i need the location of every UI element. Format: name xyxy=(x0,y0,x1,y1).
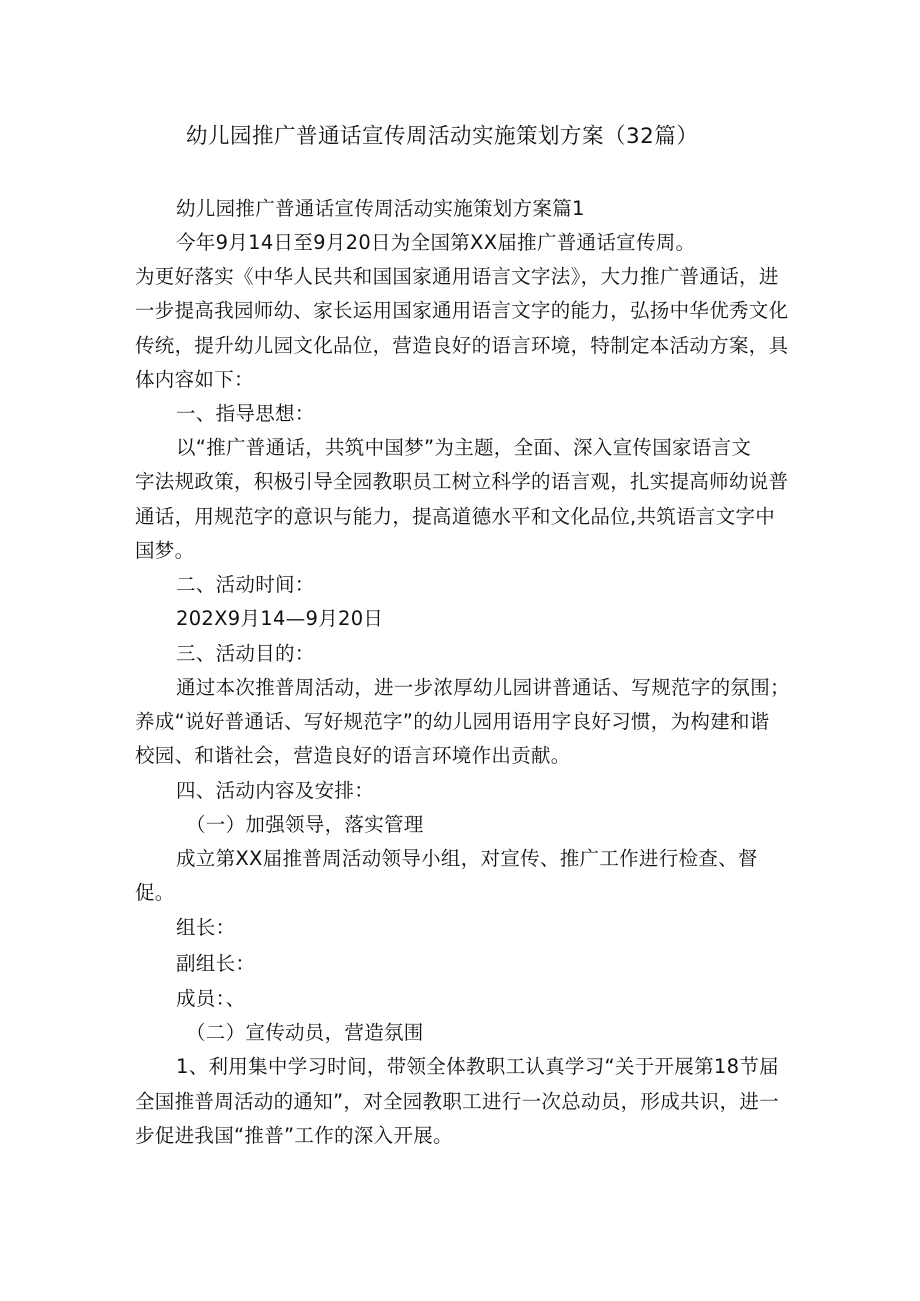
section-heading-part-1: 幼儿园推广普通话宣传周活动实施策划方案篇1 xyxy=(176,197,585,220)
subheading-publicity: （二）宣传动员，营造氛围 xyxy=(186,1021,424,1044)
paragraph-line: 校园、和谐社会，营造良好的语言环境作出贡献。 xyxy=(135,744,571,767)
paragraph-line: 全国推普周活动的通知”，对全园教职工进行一次总动员，形成共识，进一 xyxy=(135,1090,780,1113)
leader-label: 组长： xyxy=(176,916,236,939)
paragraph-line: 今年9月14日至9月20日为全国第XX届推广普通话宣传周。 xyxy=(176,231,696,254)
heading-activity-content: 四、活动内容及安排： xyxy=(176,779,375,802)
paragraph-line: 以“推广普通话，共筑中国梦”为主题，全面、深入宣传国家语言文 xyxy=(176,436,752,459)
activity-date: 202X9月14—9月20日 xyxy=(176,607,384,630)
deputy-leader-label: 副组长： xyxy=(176,952,256,975)
paragraph-line: 字法规政策，积极引导全园教职员工树立科学的语言观，扎实提高师幼说普 xyxy=(135,470,789,493)
paragraph-line: 国梦。 xyxy=(135,539,195,562)
members-label: 成员：、 xyxy=(176,987,246,1010)
heading-guiding-ideology: 一、指导思想： xyxy=(176,402,315,425)
subheading-leadership: （一）加强领导，落实管理 xyxy=(186,813,424,836)
paragraph-line: 促。 xyxy=(135,881,175,904)
paragraph-line: 一步提高我园师幼、家长运用国家通用语言文字的能力，弘扬中华优秀文化 xyxy=(135,299,789,322)
paragraph-line: 1、利用集中学习时间，带领全体教职工认真学习“关于开展第18节届 xyxy=(176,1055,779,1078)
paragraph-line: 养成“说好普通话、写好规范字”的幼儿园用语用字良好习惯，为构建和谐 xyxy=(135,710,770,733)
paragraph-line: 通过本次推普周活动，进一步浓厚幼儿园讲普通话、写规范字的氛围； xyxy=(176,676,790,699)
paragraph-line: 体内容如下： xyxy=(135,368,254,391)
heading-activity-time: 二、活动时间： xyxy=(176,573,315,596)
paragraph-line: 步促进我国“推普”工作的深入开展。 xyxy=(135,1124,453,1147)
paragraph-line: 通话，用规范字的意识与能力，提高道德水平和文化品位,共筑语言文字中 xyxy=(135,505,776,528)
heading-activity-purpose: 三、活动目的： xyxy=(176,642,315,665)
paragraph-line: 成立第XX届推普周活动领导小组，对宣传、推广工作进行检查、督 xyxy=(176,847,758,870)
document-title: 幼儿园推广普通话宣传周活动实施策划方案（32篇） xyxy=(186,124,699,149)
paragraph-line: 传统，提升幼儿园文化品位，营造良好的语言环境，特制定本活动方案，具 xyxy=(135,334,789,357)
paragraph-line: 为更好落实《中华人民共和国国家通用语言文字法》，大力推广普通话，进 xyxy=(135,265,779,288)
